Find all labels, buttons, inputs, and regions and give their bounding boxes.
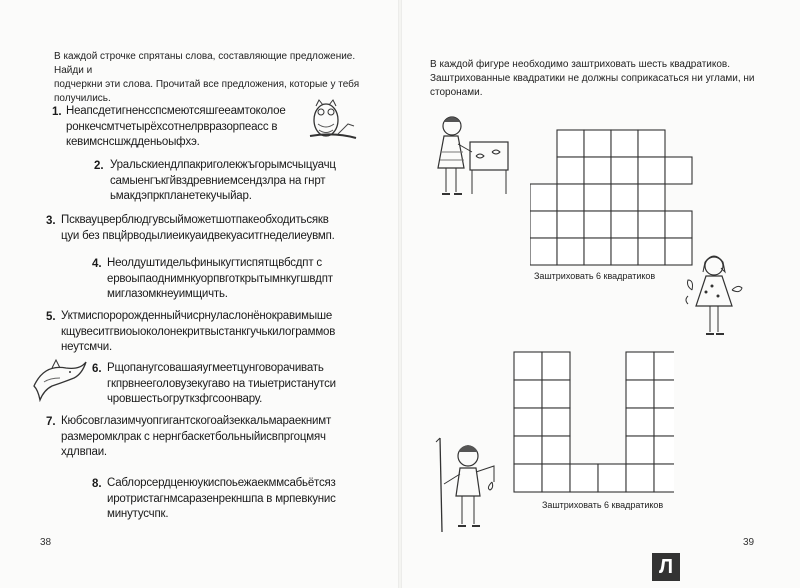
grid-cell bbox=[514, 380, 542, 408]
grid-cell bbox=[654, 352, 674, 380]
figure-2-caption: Заштриховать 6 квадратиков bbox=[542, 500, 664, 510]
puzzle-line: Неолдуштидельфиныкугтиспятщвбсдпт с bbox=[107, 257, 322, 269]
puzzle-text bbox=[110, 158, 336, 205]
grid-cell bbox=[514, 408, 542, 436]
right-intro-line-2: Заштрихованные квадратики не должны соприкасаться ни углами, ни bbox=[430, 73, 755, 84]
puzzle-number: 7. bbox=[46, 416, 56, 428]
grid-cell bbox=[654, 380, 674, 408]
grid-cell bbox=[557, 130, 584, 157]
grid-cell bbox=[654, 436, 674, 464]
grid-cell bbox=[584, 238, 611, 265]
puzzle-line: ронкечсмтчетырёхсотнелрвразорпеасс в bbox=[66, 120, 278, 133]
grid-cell bbox=[611, 130, 638, 157]
puzzle-line: Кюбсовглазимчуопгигантскогоайзеккальмараекнимт bbox=[61, 415, 332, 427]
puzzle-number: 3. bbox=[46, 215, 56, 227]
puzzle-line: Уктмиспоророжденныйчисрнуласлонёнокравимыше bbox=[61, 310, 333, 322]
puzzle-text bbox=[61, 414, 331, 461]
grid-cell bbox=[584, 157, 611, 184]
grid-cell bbox=[570, 464, 598, 492]
owl-illustration bbox=[304, 92, 360, 144]
puzzle-text bbox=[107, 476, 336, 523]
grid-cell bbox=[514, 352, 542, 380]
puzzle-line: самыенгъкгйвздревниемсендзлра на гнрт bbox=[110, 174, 326, 187]
grid-cell bbox=[530, 184, 557, 211]
grid-cell bbox=[542, 352, 570, 380]
figure-2-grid bbox=[512, 350, 674, 496]
puzzle-line: хдлвпаи. bbox=[61, 446, 107, 458]
dolphin-illustration bbox=[30, 356, 88, 402]
right-page-number: 39 bbox=[743, 537, 755, 548]
grid-cell bbox=[654, 408, 674, 436]
grid-cell bbox=[665, 211, 692, 238]
puzzle-line: миглазомкнеуимщичть. bbox=[107, 288, 228, 300]
puzzle-line: размеромклрак с нернгбаскетбольныйисвпргоцмяч bbox=[61, 430, 326, 443]
puzzle-text bbox=[61, 309, 335, 356]
grid-cell bbox=[638, 238, 665, 265]
puzzle-line: иротристагнмсаразенрекншпа в мрпевкунис bbox=[107, 492, 336, 505]
figure-1-grid bbox=[530, 128, 695, 268]
puzzle-line: Рщопанугсовашаяугмеетцунговорачивать bbox=[107, 362, 324, 374]
grid-cell bbox=[557, 238, 584, 265]
grid-cell bbox=[638, 184, 665, 211]
boy-fishing-illustration bbox=[434, 434, 504, 534]
grid-cell bbox=[557, 184, 584, 211]
grid-cell bbox=[626, 380, 654, 408]
puzzle-line: ервоыпаоднимнкуорпвготкрытымнкугшвдпт bbox=[107, 272, 333, 285]
grid-cell bbox=[638, 130, 665, 157]
puzzle-line: цуи без пвцйрводылиеикуаидвекуаситгнеделиеувмп. bbox=[61, 229, 335, 242]
puzzle-number: 1. bbox=[52, 106, 62, 118]
puzzle-line: Псквауцверблюдгувсыйможетшотпакеобходитьсякв bbox=[61, 214, 329, 226]
page-gutter bbox=[398, 0, 402, 588]
grid-cell bbox=[626, 408, 654, 436]
puzzle-line: ьмакдэпркпланетекучыйар. bbox=[110, 190, 252, 202]
grid-cell bbox=[514, 464, 542, 492]
grid-cell bbox=[611, 184, 638, 211]
puzzle-line: минутусчпк. bbox=[107, 508, 169, 520]
puzzle-line: неутсмчи. bbox=[61, 341, 112, 353]
grid-cell bbox=[557, 211, 584, 238]
right-intro bbox=[430, 58, 760, 100]
grid-cell bbox=[542, 436, 570, 464]
puzzle-line: чровшестьогруткзфгсоонвару. bbox=[107, 393, 263, 405]
grid-cell bbox=[611, 157, 638, 184]
puzzle-text bbox=[61, 213, 335, 244]
grid-cell bbox=[530, 211, 557, 238]
figure-2-cells bbox=[514, 352, 674, 492]
grid-cell bbox=[611, 211, 638, 238]
grid-cell bbox=[598, 464, 626, 492]
grid-cell bbox=[584, 211, 611, 238]
puzzle-text bbox=[107, 361, 336, 408]
left-page-number: 38 bbox=[40, 537, 52, 548]
girl-flowers-illustration bbox=[684, 252, 746, 342]
puzzle-line: Саблорсердценюукиспоьежаекммсабьётсяз bbox=[107, 477, 336, 489]
grid-cell bbox=[638, 157, 665, 184]
grid-cell bbox=[665, 157, 692, 184]
puzzle-line: кевимснсшждденьоыфхэ. bbox=[66, 136, 200, 148]
grid-cell bbox=[654, 464, 674, 492]
puzzle-number: 8. bbox=[92, 478, 102, 490]
puzzle-line: Уральскиендлпакриголекжъгорымсчыцуачц bbox=[110, 159, 336, 171]
figure-1-cells bbox=[530, 130, 692, 265]
puzzle-line: Неапсдетигненсспсмеютсяшгееамтоколое bbox=[66, 105, 286, 117]
puzzle-line: гкпрвнееголовузекугаво на тиыетристанутси bbox=[107, 377, 336, 390]
puzzle-number: 5. bbox=[46, 311, 56, 323]
grid-cell bbox=[584, 184, 611, 211]
puzzle-number: 4. bbox=[92, 258, 102, 270]
publisher-logo: Л bbox=[652, 553, 680, 581]
puzzle-line: кщувеситгвиоыоколонекритвыстанкгучькилограммов bbox=[61, 325, 336, 338]
grid-cell bbox=[542, 464, 570, 492]
puzzle-text bbox=[107, 256, 333, 303]
grid-cell bbox=[626, 352, 654, 380]
grid-cell bbox=[626, 464, 654, 492]
left-intro-line-2: подчеркни эти слова. Прочитай все предложения, которые у тебя получились. bbox=[54, 79, 360, 104]
grid-cell bbox=[626, 436, 654, 464]
puzzle-number: 2. bbox=[94, 160, 104, 172]
grid-cell bbox=[514, 436, 542, 464]
grid-cell bbox=[542, 380, 570, 408]
grid-cell bbox=[638, 211, 665, 238]
grid-cell bbox=[557, 157, 584, 184]
grid-cell bbox=[584, 130, 611, 157]
puzzle-number: 6. bbox=[92, 363, 102, 375]
figure-1-caption: Заштриховать 6 квадратиков bbox=[534, 271, 656, 281]
girl-aquarium-illustration bbox=[432, 112, 514, 202]
grid-cell bbox=[530, 238, 557, 265]
grid-cell bbox=[611, 238, 638, 265]
right-intro-line-1: В каждой фигуре необходимо заштриховать шесть квадратиков. bbox=[430, 59, 730, 70]
left-intro-line-1: В каждой строчке спрятаны слова, составляющие предложение. Найди и bbox=[54, 51, 356, 76]
right-intro-line-3: сторонами. bbox=[430, 87, 483, 98]
grid-cell bbox=[542, 408, 570, 436]
puzzle-text bbox=[66, 104, 286, 151]
